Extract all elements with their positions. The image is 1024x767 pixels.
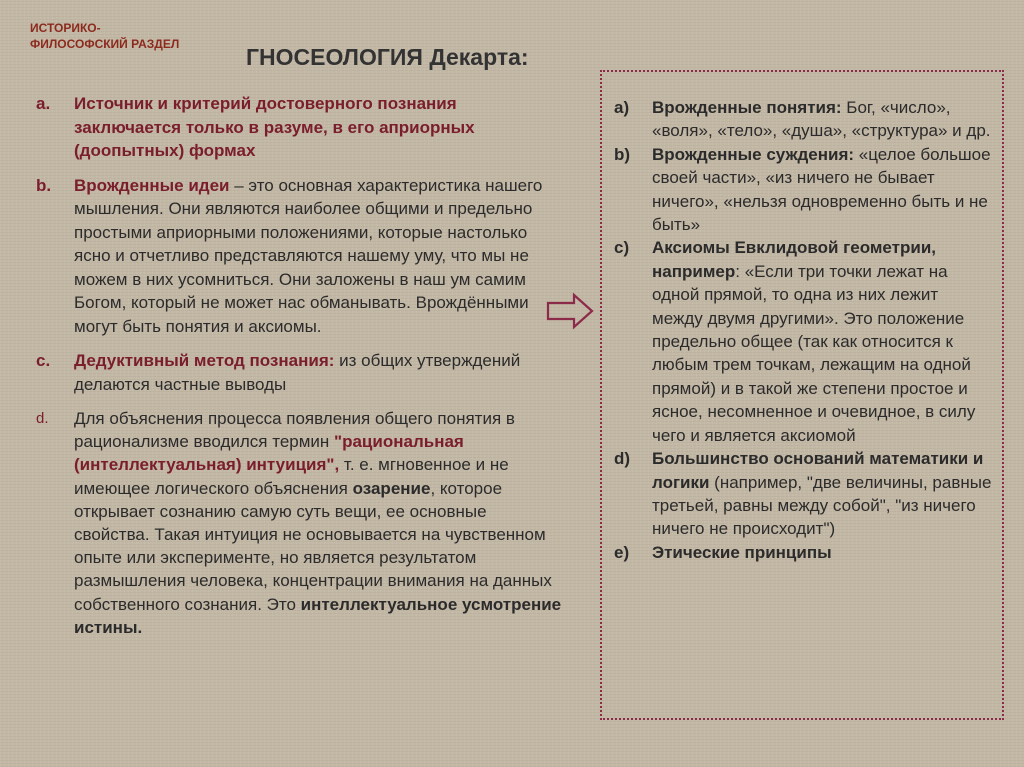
item-text: из общих утверждений делаются частные выводы	[74, 351, 521, 394]
page-title: ГНОСЕОЛОГИЯ Декарта:	[246, 44, 529, 70]
item-body	[652, 96, 992, 143]
section-label-line1: ИСТОРИКО-	[30, 21, 101, 35]
item-marker: c.	[36, 351, 51, 370]
item-marker: e)	[614, 542, 630, 562]
item-text-1: Для объяснения процесса появления общего понятия в рационализме вводился термин	[74, 409, 515, 452]
item-marker: a.	[36, 94, 51, 113]
item-text: «целое большое своей части», «из ничего не бывает ничего», «нельзя одновременно быть и не быть»	[652, 144, 991, 235]
list-item-d	[36, 407, 566, 639]
item-heading: Дедуктивный метод познания:	[74, 351, 335, 370]
item-heading: Врожденные суждения:	[652, 144, 855, 164]
list-item-b	[36, 174, 566, 339]
item-insight: озарение	[352, 478, 431, 498]
item-marker: d.	[36, 410, 49, 427]
item-marker: b)	[614, 144, 631, 164]
item-body	[74, 349, 566, 396]
right-arrow-icon	[546, 292, 594, 335]
item-marker: c)	[614, 238, 630, 258]
item-marker: d)	[614, 449, 631, 469]
example-item-d	[614, 447, 992, 541]
item-text: Бог, «число», «воля», «тело», «душа», «структура» и др.	[652, 98, 991, 141]
item-heading: Врожденные идеи	[74, 175, 230, 195]
list-item-c	[36, 349, 566, 396]
item-text: (например, "две величины, равные третьей, равны между собой", "из ничего ничего не происходит")	[652, 472, 992, 539]
section-label	[30, 20, 179, 52]
item-heading: Этические принципы	[652, 542, 832, 562]
item-heading: Большинство оснований математики и логики	[652, 449, 984, 492]
item-final: интеллектуальное усмотрение истины.	[74, 594, 562, 637]
example-item-c	[614, 236, 992, 447]
examples-box	[600, 70, 1004, 720]
item-text-3: , которое открывает сознанию самую суть вещи, ее основные свойства. Такая интуиция не основывается на чувственном опыте или эксперименте, но является результатом размышления человека, концентрации внимания на данных собственного сознания. Это	[74, 478, 552, 614]
example-item-b	[614, 143, 992, 237]
item-text: : «Если три точки лежат на одной прямой, то одна из них лежит между двумя другими». Это положение предельно общее (так как относится к любым трем точкам, лежащим на одной прямой) и в такой же степени простое и ясное, несомненное и очевидное, в силу чего и является аксиомой	[652, 261, 976, 445]
item-marker: b.	[36, 175, 52, 195]
item-body	[652, 447, 992, 541]
item-body	[74, 174, 566, 339]
item-body	[652, 143, 992, 237]
section-label-line2: ФИЛОСОФСКИЙ РАЗДЕЛ	[30, 37, 180, 51]
item-body	[652, 541, 992, 564]
item-heading: Врожденные понятия:	[652, 98, 842, 117]
item-term: "рациональная (интеллектуальная) интуиция",	[74, 432, 464, 475]
example-item-a	[614, 96, 992, 143]
list-item-a	[36, 92, 566, 163]
item-text: Источник и критерий достоверного познания заключается только в разуме, в его априорных (доопытных) формах	[74, 94, 475, 160]
left-column	[36, 92, 566, 650]
item-body	[652, 236, 992, 447]
item-text-2: т. е. мгновенное и не имеющее логического объяснения	[74, 455, 509, 498]
item-body	[74, 407, 566, 639]
item-text: – это основная характеристика нашего мышления. Они являются наиболее общими и предельно простыми априорными положениями, которые настолько ясно и отчетливо представляются нашему уму, что мы не можем в них усомниться. Они заложены в наш ум самим Богом, который не может нас обманывать. Врождёнными могут быть понятия и аксиомы.	[74, 175, 543, 336]
item-heading: Аксиомы Евклидовой геометрии, например	[652, 238, 936, 281]
example-item-e	[614, 541, 992, 564]
item-marker: a)	[614, 98, 630, 117]
